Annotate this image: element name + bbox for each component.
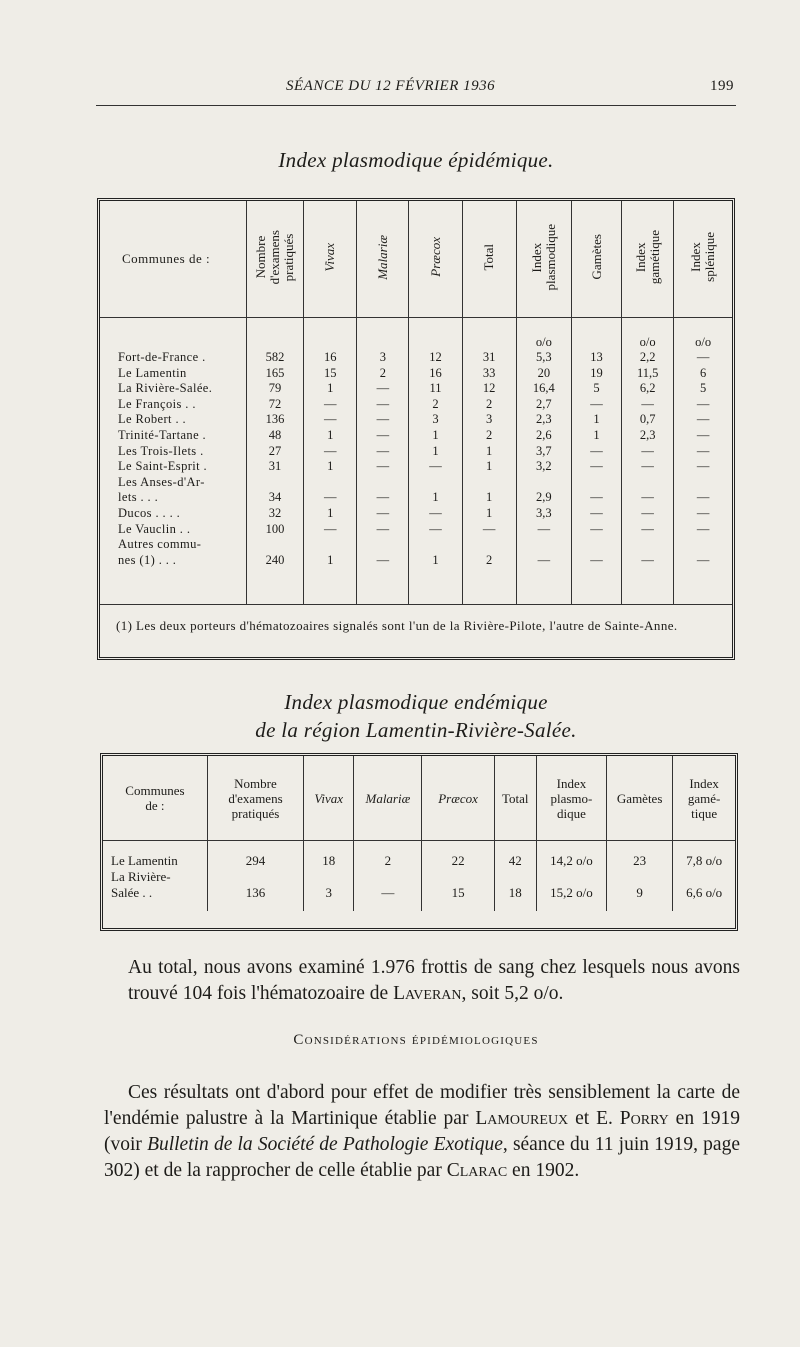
table2-header-row <box>103 756 735 841</box>
table-cell: 6,2 <box>622 381 674 397</box>
commune-name: Le François . . <box>118 396 196 411</box>
table-cell: 15,2 o/o <box>536 885 606 911</box>
table-cell: 2,7 <box>516 397 571 413</box>
table-row <box>100 366 732 382</box>
para1-text-a: Au total, nous avons examiné 1.976 frottis de sang chez lesquels nous avons trouvé 104 fois l'hématozoaire de <box>128 957 740 1004</box>
table-cell: 165 <box>246 366 303 382</box>
table2-header-col-6: Index plasmo- dique <box>536 756 606 841</box>
table-cell: 11,5 <box>622 366 674 382</box>
table-row <box>100 475 732 491</box>
table-cell: 18 <box>494 885 536 911</box>
table-cell: 12 <box>462 381 516 397</box>
table-cell: 14,2 o/o <box>536 841 606 869</box>
table-cell: 1 <box>462 490 516 506</box>
table-cell <box>571 475 621 491</box>
table-cell: — <box>516 522 571 538</box>
page-number: 199 <box>710 78 734 94</box>
table-row <box>100 444 732 460</box>
table-cell: 31 <box>246 459 303 475</box>
table-cell: 2,3 <box>622 428 674 444</box>
table-row <box>100 412 732 428</box>
table-cell: — <box>516 553 571 569</box>
table-cell: — <box>409 522 462 538</box>
table-cell: — <box>357 397 409 413</box>
table-cell: 136 <box>246 412 303 428</box>
table-cell <box>571 537 621 553</box>
table-cell <box>409 318 462 350</box>
para2-text-c: en 1919 (voir <box>104 1108 741 1155</box>
table1-header-label: Præcox <box>427 237 443 277</box>
table1 <box>97 198 735 660</box>
table-cell: 2 <box>354 841 422 869</box>
table-cell: — <box>357 412 409 428</box>
table-cell: 5 <box>571 381 621 397</box>
table-cell: — <box>674 412 732 428</box>
table-cell <box>246 475 303 491</box>
table-cell: 2 <box>462 428 516 444</box>
table-cell: 1 <box>409 444 462 460</box>
table-cell: 2 <box>409 397 462 413</box>
table-cell: — <box>304 490 357 506</box>
table-cell: 3,3 <box>516 506 571 522</box>
running-head-title: SÉANCE DU 12 FÉVRIER 1936 <box>286 78 496 94</box>
table1-header-label: Index splénique <box>688 232 718 282</box>
commune-name: Salée . . <box>111 885 153 900</box>
table-cell: 3 <box>357 350 409 366</box>
table-cell: 294 <box>207 841 303 869</box>
table1-header-col-2 <box>357 201 409 318</box>
table-cell <box>246 318 303 350</box>
para2-name-lamoureux: Lamoureux <box>475 1108 569 1129</box>
table-cell: — <box>354 885 422 911</box>
table-cell: 1 <box>409 490 462 506</box>
para2-journal: Bulletin de la Société de Pathologie Exotique <box>147 1134 503 1155</box>
table1-header-communes: Communes de : <box>122 251 211 266</box>
table-cell: 1 <box>462 506 516 522</box>
table-cell <box>409 475 462 491</box>
table1-grid <box>100 201 732 604</box>
table-cell <box>304 318 357 350</box>
table1-header-col-3 <box>409 201 462 318</box>
table1-header-col-5 <box>516 201 571 318</box>
table-cell: 1 <box>304 506 357 522</box>
table-cell: 3 <box>409 412 462 428</box>
commune-name: Le Lamentin <box>111 853 178 868</box>
table-cell: — <box>622 506 674 522</box>
table1-header-label: Gamètes <box>588 234 604 280</box>
table-cell: 136 <box>207 885 303 911</box>
table1-body <box>100 318 732 605</box>
table-row <box>100 459 732 475</box>
commune-name: Le Vauclin . . <box>118 521 191 536</box>
table2-header-col-5: Total <box>494 756 536 841</box>
table-cell: 2,3 <box>516 412 571 428</box>
table-cell: — <box>304 522 357 538</box>
commune-name: Les Anses-d'Ar- <box>118 474 205 489</box>
header-rule <box>96 105 736 106</box>
table-cell: 2,6 <box>516 428 571 444</box>
table-cell <box>571 318 621 350</box>
commune-name: Le Robert . . <box>118 412 187 427</box>
table-cell: — <box>674 350 732 366</box>
table2-header-col-7: Gamètes <box>607 756 673 841</box>
table1-header-col-0 <box>246 201 303 318</box>
table-cell: — <box>571 553 621 569</box>
commune-name: Autres commu- <box>118 537 202 552</box>
para2-name-clarac: Clarac <box>446 1160 508 1181</box>
table-cell <box>100 318 246 350</box>
table-cell: — <box>674 553 732 569</box>
table-cell: — <box>674 490 732 506</box>
running-head <box>96 78 736 100</box>
table-cell <box>304 869 354 885</box>
table-cell: 7,8 o/o <box>673 841 735 869</box>
table-cell: 2 <box>357 366 409 382</box>
table-cell: 32 <box>246 506 303 522</box>
table1-header-col-8 <box>674 201 732 318</box>
table-cell: — <box>304 397 357 413</box>
table-cell: — <box>622 553 674 569</box>
table-cell: 48 <box>246 428 303 444</box>
table-cell: 72 <box>246 397 303 413</box>
table-cell <box>246 537 303 553</box>
commune-name: Le Saint-Esprit . <box>118 459 208 474</box>
table-row <box>100 397 732 413</box>
table-cell: 2 <box>462 397 516 413</box>
table-cell: 15 <box>304 366 357 382</box>
table-cell: 16 <box>409 366 462 382</box>
table-row <box>103 841 735 869</box>
table-cell: 3 <box>462 412 516 428</box>
table-cell: 79 <box>246 381 303 397</box>
table-cell <box>622 475 674 491</box>
table1-header-label: Total <box>481 243 497 271</box>
table1-unit-row <box>100 318 732 350</box>
table1-footnote: (1) Les deux porteurs d'hématozoaires signalés sont l'un de la Rivière-Pilote, l'autre de Sainte-Anne. <box>100 604 732 644</box>
table-cell <box>607 869 673 885</box>
table-cell: 3,2 <box>516 459 571 475</box>
table1-header-row <box>100 201 732 318</box>
table-cell <box>357 475 409 491</box>
table-cell: 16,4 <box>516 381 571 397</box>
table-cell: 12 <box>409 350 462 366</box>
table-cell: 2,2 <box>622 350 674 366</box>
table-cell: 9 <box>607 885 673 911</box>
table-cell: 2,9 <box>516 490 571 506</box>
table-cell: 2 <box>462 553 516 569</box>
table-cell <box>674 475 732 491</box>
commune-name: lets . . . <box>118 490 159 505</box>
table-cell: — <box>304 444 357 460</box>
table-cell: 31 <box>462 350 516 366</box>
table-cell <box>304 537 357 553</box>
table-cell: — <box>622 397 674 413</box>
table-cell <box>674 537 732 553</box>
table1-header-col-6 <box>571 201 621 318</box>
table-cell: 3,7 <box>516 444 571 460</box>
table-cell <box>462 475 516 491</box>
table-cell: 11 <box>409 381 462 397</box>
table1-header-label: Index gamétique <box>632 229 662 285</box>
table-cell: 1 <box>409 553 462 569</box>
table-cell: 16 <box>304 350 357 366</box>
table-cell: 1 <box>304 459 357 475</box>
table-cell: — <box>674 459 732 475</box>
table-cell: 5,3 <box>516 350 571 366</box>
table-cell <box>354 869 422 885</box>
table-row <box>100 350 732 366</box>
table-row <box>100 381 732 397</box>
table-cell <box>462 537 516 553</box>
table-cell: 6 <box>674 366 732 382</box>
commune-name: Le Lamentin <box>118 365 187 380</box>
table-cell: o/o <box>622 318 674 350</box>
table-cell: — <box>622 522 674 538</box>
table-cell: 20 <box>516 366 571 382</box>
table2-header-col-4: Præcox <box>422 756 494 841</box>
table-cell: 1 <box>571 412 621 428</box>
table-cell: 1 <box>462 444 516 460</box>
commune-name: nes (1) . . . <box>118 552 177 567</box>
para1-name-laveran: Laveran <box>393 983 462 1004</box>
table-cell: — <box>674 444 732 460</box>
section-heading: Considérations épidémiologiques <box>293 1032 539 1048</box>
table-cell: — <box>622 459 674 475</box>
table1-header-col-4 <box>462 201 516 318</box>
table-cell: 22 <box>422 841 494 869</box>
table-cell: — <box>409 506 462 522</box>
table-cell: o/o <box>516 318 571 350</box>
table-cell: — <box>571 459 621 475</box>
table-cell: — <box>571 506 621 522</box>
table-cell: — <box>674 522 732 538</box>
table2-grid <box>103 756 735 911</box>
table-cell: — <box>571 522 621 538</box>
table-cell: 15 <box>422 885 494 911</box>
table2-header-col-8: Index gamé- tique <box>673 756 735 841</box>
table-cell <box>409 537 462 553</box>
para2-wrap <box>104 1080 740 1184</box>
table2 <box>100 753 738 931</box>
table-row <box>100 428 732 444</box>
table-cell: 240 <box>246 553 303 569</box>
table-cell: 1 <box>304 553 357 569</box>
table1-header-label: Malariæ <box>374 234 390 280</box>
table1-header-label: Vivax <box>322 242 338 272</box>
table-cell: — <box>571 397 621 413</box>
paragraph-total <box>128 955 740 1007</box>
table-cell: 18 <box>304 841 354 869</box>
table-cell: — <box>357 428 409 444</box>
table2-header-col-1: Nombre d'examens pratiqués <box>207 756 303 841</box>
table-row <box>100 490 732 506</box>
para2-text-d: , séance du 11 juin 1919, page 302) et de la rapprocher de celle établie par <box>104 1134 740 1181</box>
table-cell: 1 <box>409 428 462 444</box>
table-cell: — <box>674 506 732 522</box>
table-cell: 582 <box>246 350 303 366</box>
table1-header-col-7 <box>622 201 674 318</box>
table-cell: 1 <box>462 459 516 475</box>
table-cell: — <box>571 444 621 460</box>
table2-header-col-0: Communes de : <box>125 783 185 813</box>
table1-header-label: Nombre d'examens pratiqués <box>253 229 297 285</box>
table-cell: — <box>304 412 357 428</box>
table1-header-col-1 <box>304 201 357 318</box>
para2-text-a: Ces résultats ont d'abord pour effet de modifier très sensiblement la carte de l'endémie palustre à la Martinique établie par <box>104 1082 740 1129</box>
table-cell: 19 <box>571 366 621 382</box>
table-cell: — <box>357 459 409 475</box>
table-cell: 27 <box>246 444 303 460</box>
para1-text-b: , soit 5,2 o/o. <box>461 983 564 1004</box>
table-cell <box>536 869 606 885</box>
table-cell: 1 <box>571 428 621 444</box>
table-cell: — <box>674 397 732 413</box>
table-cell <box>357 537 409 553</box>
table2-title-line1: Index plasmodique endémique <box>284 690 548 714</box>
table-cell <box>462 318 516 350</box>
table-cell: o/o <box>674 318 732 350</box>
commune-name: Fort-de-France . <box>118 350 206 364</box>
table-cell: 42 <box>494 841 536 869</box>
table-cell: — <box>622 490 674 506</box>
table-cell: — <box>462 522 516 538</box>
table-row <box>103 885 735 911</box>
commune-name: La Rivière-Salée. <box>118 381 213 396</box>
commune-name: Ducos . . . . <box>118 505 181 520</box>
table2-title <box>96 688 736 744</box>
table-row <box>100 506 732 522</box>
paragraph-considerations <box>104 1080 740 1184</box>
table-cell: 3 <box>304 885 354 911</box>
para2-text-e: en 1902. <box>507 1160 580 1181</box>
table-cell: — <box>357 553 409 569</box>
table-cell: 1 <box>304 428 357 444</box>
table2-body <box>103 841 735 912</box>
table-cell: — <box>409 459 462 475</box>
commune-name: Les Trois-Ilets . <box>118 443 204 458</box>
table-cell: 5 <box>674 381 732 397</box>
table-cell <box>673 869 735 885</box>
table2-title-line2: de la région Lamentin-Rivière-Salée. <box>255 718 577 742</box>
table-cell: 34 <box>246 490 303 506</box>
table-cell: — <box>571 490 621 506</box>
table-cell <box>516 537 571 553</box>
table-cell <box>516 475 571 491</box>
table1-header-label: Index plasmodique <box>528 223 558 291</box>
table-cell: 0,7 <box>622 412 674 428</box>
table-cell: — <box>357 381 409 397</box>
para2-name-porry: Porry <box>619 1108 669 1129</box>
commune-name: Trinité-Tartane . <box>118 427 207 442</box>
table-row <box>103 869 735 885</box>
table-cell: 6,6 o/o <box>673 885 735 911</box>
table-cell: — <box>357 490 409 506</box>
table-cell <box>622 537 674 553</box>
table-cell: 1 <box>304 381 357 397</box>
table-row <box>100 522 732 538</box>
table-cell: — <box>622 444 674 460</box>
table-cell: 100 <box>246 522 303 538</box>
table-cell <box>304 475 357 491</box>
table-cell <box>207 869 303 885</box>
para2-text-b: et E. <box>568 1108 620 1129</box>
table-cell <box>494 869 536 885</box>
table-cell: — <box>357 444 409 460</box>
table-cell <box>422 869 494 885</box>
table-cell <box>357 318 409 350</box>
table-cell: — <box>674 428 732 444</box>
table2-header-col-3: Malariæ <box>354 756 422 841</box>
commune-name: La Rivière- <box>111 869 171 884</box>
table-row <box>100 537 732 553</box>
table-cell: 23 <box>607 841 673 869</box>
table2-header-col-2: Vivax <box>304 756 354 841</box>
table-cell: — <box>357 506 409 522</box>
table-row <box>100 553 732 569</box>
table-cell: 33 <box>462 366 516 382</box>
table-cell: — <box>357 522 409 538</box>
table-cell: 13 <box>571 350 621 366</box>
table1-title: Index plasmodique épidémique. <box>278 148 554 172</box>
